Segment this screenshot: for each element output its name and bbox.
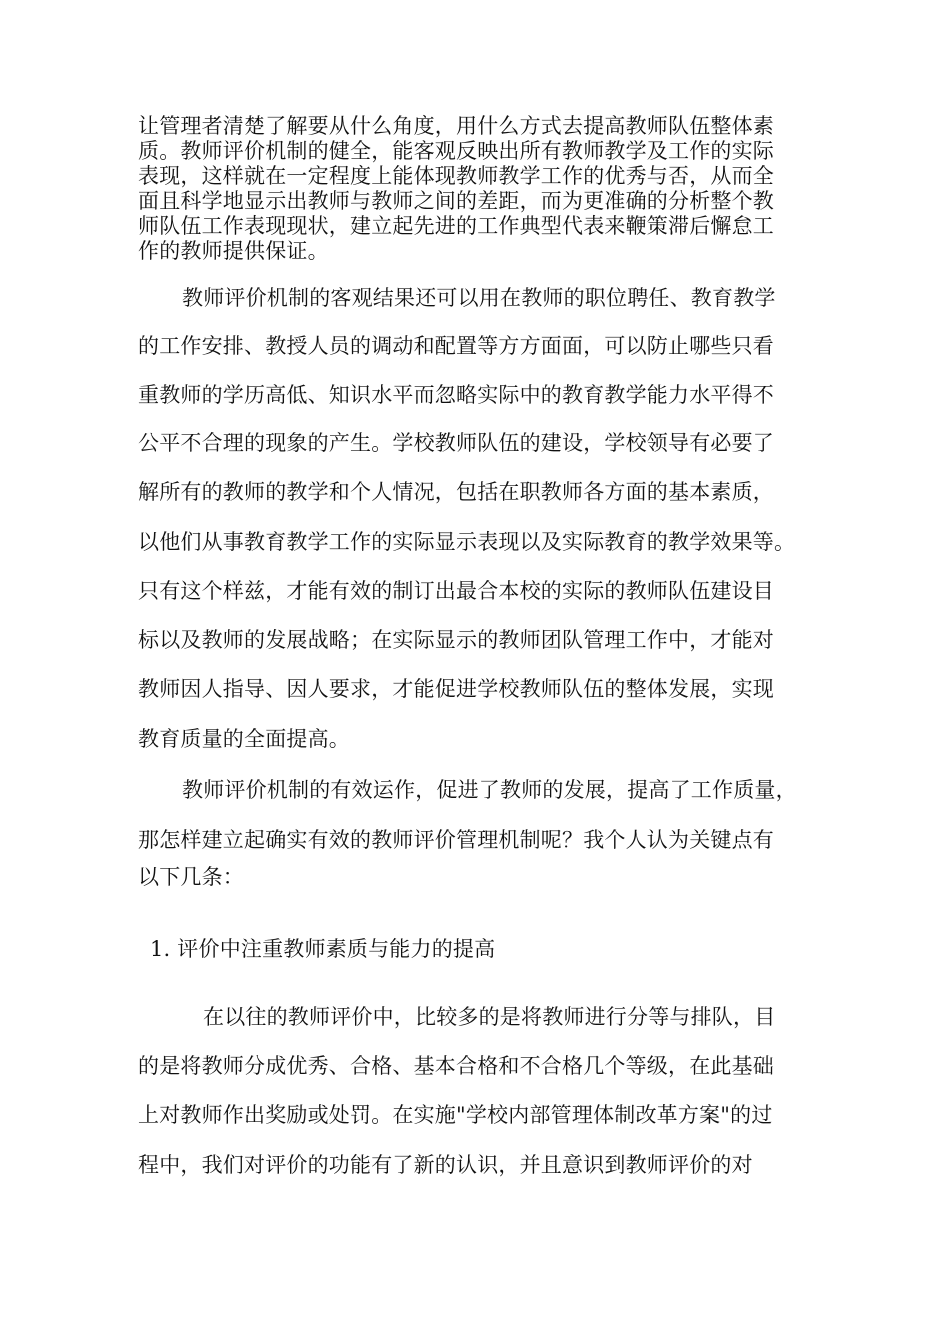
paragraph-line: 教师评价机制的有效运作，促进了教师的发展，提高了工作质量， <box>182 778 797 802</box>
paragraph-line: 在以往的教师评价中，比较多的是将教师进行分等与排队，目 <box>203 1005 776 1029</box>
paragraph-line: 只有这个样兹，才能有效的制订出最合本校的实际的教师队伍建设目 <box>138 579 774 603</box>
paragraph-line: 面且科学地显示出教师与教师之间的差距，而为更准确的分析整个教 <box>138 189 774 213</box>
paragraph-line: 程中，我们对评价的功能有了新的认识，并且意识到教师评价的对 <box>138 1153 753 1177</box>
paragraph-line: 的是将教师分成优秀、合格、基本合格和不合格几个等级，在此基础 <box>138 1054 774 1078</box>
paragraph-line: 公平不合理的现象的产生。学校教师队伍的建设，学校领导有必要了 <box>138 431 774 455</box>
paragraph-line: 作的教师提供保证。 <box>138 239 329 263</box>
paragraph-line: 那怎样建立起确实有效的教师评价管理机制呢？我个人认为关键点有 <box>138 828 774 852</box>
paragraph-line: 标以及教师的发展战略；在实际显示的教师团队管理工作中，才能对 <box>138 628 774 652</box>
paragraph-line: 解所有的教师的教学和个人情况，包括在职教师各方面的基本素质， <box>138 480 774 504</box>
paragraph-line: 师队伍工作表现现状，建立起先进的工作典型代表来鞭策滞后懈怠工 <box>138 214 774 238</box>
paragraph-line: 教育质量的全面提高。 <box>138 727 350 751</box>
paragraph-line: 上对教师作出奖励或处罚。在实施"学校内部管理体制改革方案"的过 <box>138 1103 773 1127</box>
paragraph-line: 重教师的学历高低、知识水平而忽略实际中的教育教学能力水平得不 <box>138 383 774 407</box>
paragraph-line: 表现，这样就在一定程度上能体现教师教学工作的优秀与否，从而全 <box>138 164 774 188</box>
paragraph-line: 让管理者清楚了解要从什么角度，用什么方式去提高教师队伍整体素 <box>138 114 774 138</box>
paragraph-line: 教师评价机制的客观结果还可以用在教师的职位聘任、教育教学 <box>182 286 776 310</box>
paragraph-line: 教师因人指导、因人要求，才能促进学校教师队伍的整体发展，实现 <box>138 677 774 701</box>
paragraph-line: 以下几条： <box>138 865 244 889</box>
section-heading: 1. 评价中注重教师素质与能力的提高 <box>150 937 496 961</box>
paragraph-line: 的工作安排、教授人员的调动和配置等方方面面，可以防止哪些只看 <box>138 334 774 358</box>
paragraph-line: 以他们从事教育教学工作的实际显示表现以及实际教育的教学效果等。 <box>138 530 796 554</box>
paragraph-line: 质。教师评价机制的健全，能客观反映出所有教师教学及工作的实际 <box>138 139 774 163</box>
